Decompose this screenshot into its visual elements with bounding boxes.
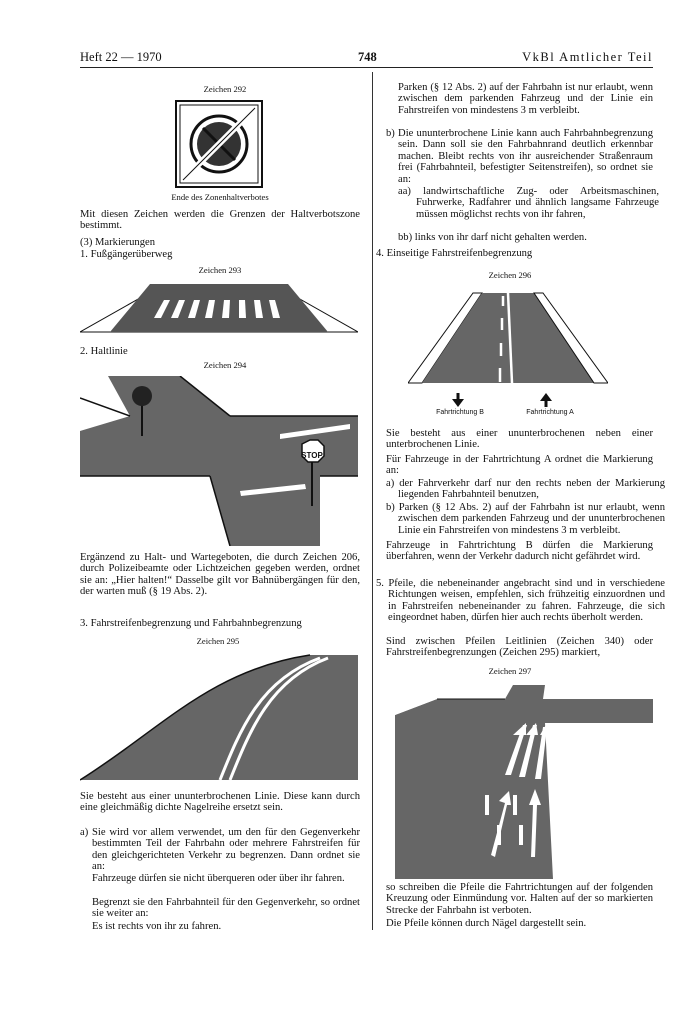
column-divider: [372, 72, 373, 930]
paragraph-a1: Fahrzeuge dürfen sie nicht überqueren oder über ihr fahren.: [92, 873, 345, 884]
item-einseitige: 4. Einseitige Fahrstreifenbegrenzung: [376, 248, 533, 259]
sign-295-road-figure: [80, 650, 358, 785]
heading-markierungen: (3) Markierungen: [80, 237, 156, 248]
paragraph-fahrtrichtungen: so schreiben die Pfeile die Fahrtrichtungen auf der folgenden Kreuzung oder Einmündung vor. Halten auf der so markierten Strecke der Fahrbahn ist verboten.: [386, 882, 653, 916]
sign-296-caption: Zeichen 296: [488, 270, 532, 280]
sign-295-caption: Zeichen 295: [196, 636, 240, 646]
issue-label: Heft 22 — 1970: [80, 50, 162, 64]
page-header: [80, 50, 653, 66]
item-pfeile: 5. Pfeile, die nebeneinander angebracht sind und in verschiedene Richtungen weisen, empfehlen, sich frühzeitig einzuordnen und in Fahrstreifen nebeneinander zu fahren. Fahrzeuge, die sich eingeordnet haben, dürfen hier auch rechts überholt werden.: [376, 578, 665, 624]
paragraph-naegel: Die Pfeile können durch Nägel dargestellt sein.: [386, 918, 587, 929]
direction-b-label: Fahrtrichtung B: [436, 409, 484, 416]
sign-293-caption: Zeichen 293: [198, 265, 242, 275]
header-rule: [80, 67, 653, 68]
paragraph-leitlinien: Sind zwischen Pfeilen Leitlinien (Zeichen 340) oder Fahrstreifenbegrenzungen (Zeichen 295) markiert,: [386, 636, 653, 659]
sign-297-caption: Zeichen 297: [488, 666, 532, 676]
paragraph-richtung-a: Für Fahrzeuge in der Fahrtrichtung A ordnet die Markierung an:: [386, 454, 653, 477]
paragraph-haltlinie: Ergänzend zu Halt- und Wartegeboten, die durch Zeichen 206, durch Polizeibeamte oder Lichtzeichen gegeben werden, ordnet sie an: „Hier halten!“ Dasselbe gilt vor Bahnübergängen für den, der warten muß (§ 19 Abs. 2).: [80, 552, 360, 598]
paragraph-a3: Es ist rechts von ihr zu fahren.: [92, 921, 222, 932]
paragraph-linie: Sie besteht aus einer ununterbrochenen Linie. Diese kann durch eine gleichmäßig dichte Nagelreihe ersetzt sein.: [80, 791, 360, 814]
paragraph-a2: Begrenzt sie den Fahrbahnteil für den Gegenverkehr, so ordnet sie weiter an:: [92, 897, 360, 920]
paragraph-a: a) Sie wird vor allem verwendet, um den für den Gegenverkehr bestimmten Teil der Fahrbahn oder mehrere Fahrstreifen für den gleichgerichteten Verkehr zu begrenzen. Dann ordnet sie an:: [80, 827, 360, 873]
sign-292-subcaption: Ende des Zonenhaltverbotes: [171, 192, 269, 202]
sign-296-road-figure: [408, 288, 608, 384]
paragraph-parken: Parken (§ 12 Abs. 2) auf der Fahrbahn ist nur erlaubt, wenn zwischen dem parkenden Fahrzeug und der Linie ein Fahrstreifen von mindestens 3 m verbleibt.: [398, 82, 653, 116]
direction-a-label: Fahrtrichtung A: [526, 409, 574, 416]
arrow-down-icon: [452, 393, 464, 407]
sign-294-intersection-figure: [80, 376, 358, 546]
paragraph-besteht: Sie besteht aus einer ununterbrochenen neben einer unterbrochenen Linie.: [386, 428, 653, 451]
paragraph-b-parken: b) Parken (§ 12 Abs. 2) auf der Fahrbahn ist nur erlaubt, wenn zwischen dem parkenden Fahrzeug und der ununterbrochenen Linie ein Fahrstreifen von mindestens 3 m verbleibt.: [386, 502, 665, 536]
item-fahrstreifenbegrenzung: 3. Fahrstreifenbegrenzung und Fahrbahnbegrenzung: [80, 618, 302, 629]
stop-sign-text: STOP: [301, 451, 323, 460]
sign-292-figure: [175, 100, 263, 188]
sign-294-caption: Zeichen 294: [203, 360, 247, 370]
paragraph-aa: aa) landwirtschaftliche Zug- oder Arbeitsmaschinen, Fuhrwerke, Radfahrer und ähnlich langsame Fahrzeuge müssen möglichst rechts von ihr fahren,: [398, 186, 659, 220]
journal-title: VkBl Amtlicher Teil: [522, 50, 653, 64]
paragraph-zonenhalt: Mit diesen Zeichen werden die Grenzen der Haltverbotszone bestimmt.: [80, 209, 360, 232]
sign-292-caption: Zeichen 292: [203, 84, 247, 94]
paragraph-bb: bb) links von ihr darf nicht gehalten werden.: [398, 232, 587, 243]
sign-297-arrows-figure: [395, 685, 653, 879]
item-fussgaenger: 1. Fußgängerüberweg: [80, 249, 173, 260]
arrow-up-icon: [540, 393, 552, 407]
sign-293-crosswalk-figure: [80, 280, 358, 340]
paragraph-a-richtung: a) der Fahrverkehr darf nur den rechts neben der Markierung liegenden Fahrbahnteil benutzen,: [386, 478, 665, 501]
page-number: 748: [358, 50, 377, 64]
item-haltlinie: 2. Haltlinie: [80, 346, 128, 357]
paragraph-b: b) Die ununterbrochene Linie kann auch Fahrbahnbegrenzung sein. Dann soll sie den Fahrbahnrand deutlich erkennbar machen. Bleibt rechts von ihr ausreichender Straßenraum frei (Fahrbahnteil, befestigter Seitenstreifen), so ordnet sie an:: [386, 128, 653, 185]
paragraph-richtung-b: Fahrzeuge in Fahrtrichtung B dürfen die Markierung überfahren, wenn der Verkehr dadurch nicht gefährdet wird.: [386, 540, 653, 563]
